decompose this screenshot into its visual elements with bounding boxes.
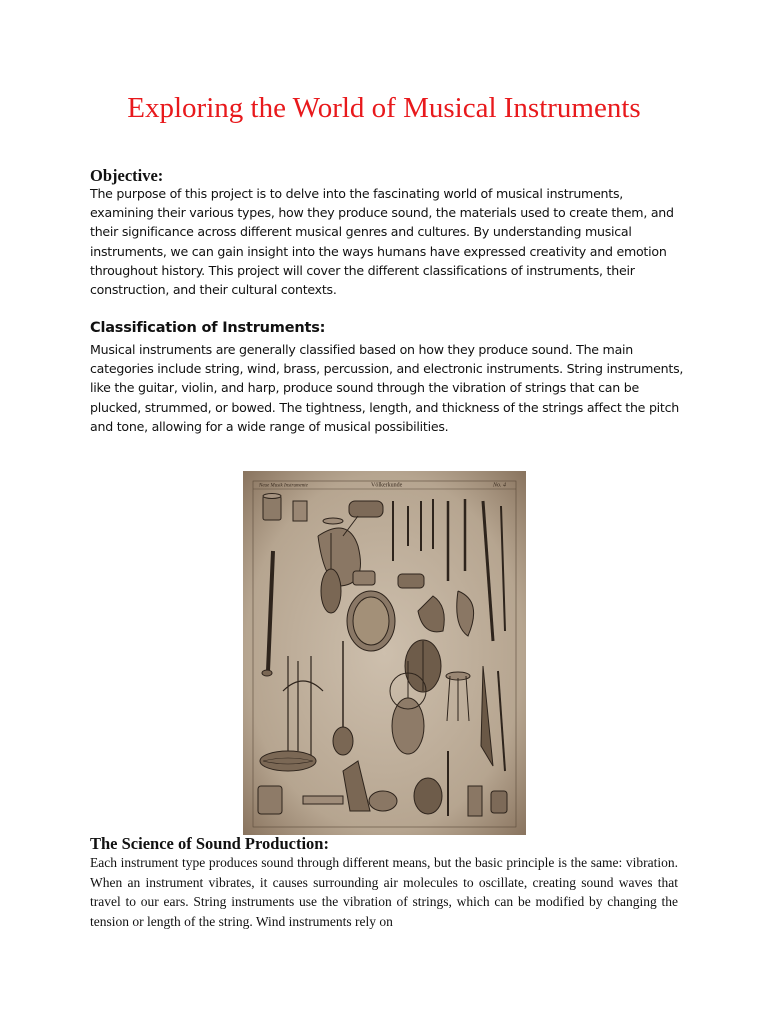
classification-heading: Classification of Instruments:: [90, 320, 326, 336]
drum-icon: [263, 496, 281, 520]
long-drum-icon: [349, 501, 383, 517]
classification-paragraph: Musical instruments are generally classified based on how they produce sound. The main categories include string, wind, brass, percussion, and electronic instruments. String instruments, like the guitar, violin, and harp, produce sound through the vibration of strings that can be plucked, strummed, or bowed. The tightness, length, and thickness of the strings affect the pitch and tone, allowing for a wide range of musical possibilities.: [90, 342, 684, 434]
engraving-illustration: [243, 471, 526, 835]
drum-icon: [293, 501, 307, 521]
lute-icon: [321, 569, 341, 613]
barrel-drum-icon: [260, 751, 316, 771]
xylophone-icon: [303, 796, 343, 804]
science-paragraph: Each instrument type produces sound through different means, but the basic principle is the same: vibration. When an instrument vibrates, it causes surrounding air molecules to oscillate, creating sound waves that travel to our ears. String instruments use the vibration of strings, which can be modified by changing the tension or length of the string. Wind instruments rely on: [90, 855, 678, 929]
plate-header-right: No. 4: [493, 482, 507, 489]
pipa-icon: [392, 698, 424, 754]
plate-header-left: Neue Musik Instrumente: [259, 483, 308, 489]
banjo-icon: [333, 727, 353, 755]
instruments-engraving-image: [243, 471, 526, 835]
pot-drum-icon: [414, 778, 442, 814]
plate-header-center: Völkerkunde: [371, 482, 403, 489]
science-heading: The Science of Sound Production:: [90, 834, 329, 853]
document-title: Exploring the World of Musical Instruments: [127, 92, 641, 124]
objective-paragraph: The purpose of this project is to delve into the fascinating world of musical instruments, examining their various types, how they produce sound, the materials used to create them, and their significance across different musical genres and cultures. By understanding musical instruments, we can gain insight into the ways humans have expressed creativity and emotion throughout history. This project will cover the different classifications of instruments, their construction, and their cultural contexts.: [90, 186, 674, 298]
objective-heading: Objective:: [90, 166, 164, 185]
